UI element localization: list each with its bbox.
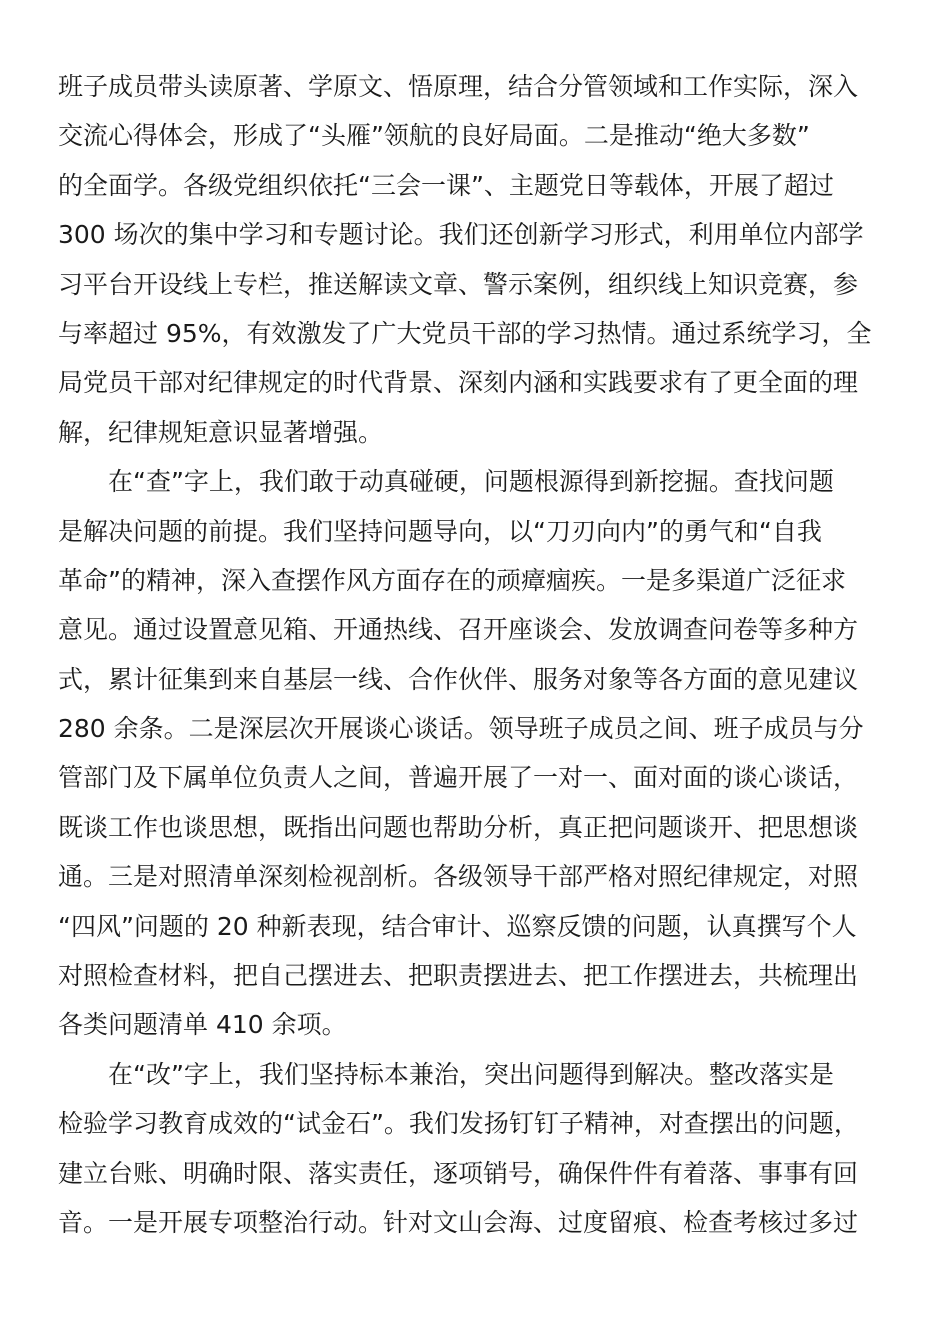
text-line: 对照检查材料，把自己摆进去、把职责摆进去、把工作摆进去，共梳理出	[58, 961, 859, 991]
text-line: 通。三是对照清单深刻检视剖析。各级领导干部严格对照纪律规定，对照	[58, 862, 859, 892]
text-line: 检验学习教育成效的“试金石”。我们发扬钉钉子精神，对查摆出的问题，	[58, 1109, 859, 1139]
paragraph-first-line: 在“改”字上，我们坚持标本兼治，突出问题得到解决。整改落实是	[108, 1059, 834, 1089]
text-line: “四风”问题的 20 种新表现，结合审计、巡察反馈的问题，认真撰写个人	[58, 911, 857, 941]
paragraph-first-line: 在“查”字上，我们敢于动真碰硬，问题根源得到新挖掘。查找问题	[108, 467, 834, 497]
text-line: 意见。通过设置意见箱、开通热线、召开座谈会、发放调查问卷等多种方	[58, 615, 859, 645]
text-line: 既谈工作也谈思想，既指出问题也帮助分析，真正把问题谈开、把思想谈	[58, 812, 859, 842]
text-line: 建立台账、明确时限、落实责任，逐项销号，确保件件有着落、事事有回	[58, 1158, 859, 1188]
text-line: 管部门及下属单位负责人之间，普遍开展了一对一、面对面的谈心谈话，	[58, 763, 859, 793]
text-line: 各类问题清单 410 余项。	[58, 1010, 347, 1040]
text-line: 交流心得体会，形成了“头雁”领航的良好局面。二是推动“绝大多数”	[58, 121, 810, 151]
text-line: 280 余条。二是深层次开展谈心谈话。领导班子成员之间、班子成员与分	[58, 714, 864, 744]
text-line: 习平台开设线上专栏，推送解读文章、警示案例，组织线上知识竞赛，参	[58, 269, 859, 299]
text-line: 解，纪律规矩意识显著增强。	[58, 417, 384, 447]
text-line: 音。一是开展专项整治行动。针对文山会海、过度留痕、检查考核过多过	[58, 1207, 859, 1237]
text-line: 局党员干部对纪律规定的时代背景、深刻内涵和实践要求有了更全面的理	[58, 368, 859, 398]
text-line: 300 场次的集中学习和专题讨论。我们还创新学习形式，利用单位内部学	[58, 220, 864, 250]
text-line: 是解决问题的前提。我们坚持问题导向，以“刀刃向内”的勇气和“自我	[58, 516, 822, 546]
text-line: 班子成员带头读原著、学原文、悟原理，结合分管领域和工作实际，深入	[58, 72, 859, 101]
text-line: 式，累计征集到来自基层一线、合作伙伴、服务对象等各方面的意见建议	[58, 664, 859, 694]
text-line: 与率超过 95%，有效激发了广大党员干部的学习热情。通过系统学习，全	[58, 318, 872, 348]
text-line: 的全面学。各级党组织依托“三会一课”、主题党日等载体，开展了超过	[58, 170, 834, 200]
text-line: 革命”的精神，深入查摆作风方面存在的顽瘴痼疾。一是多渠道广泛征求	[58, 565, 846, 595]
document-body	[58, 62, 898, 1247]
